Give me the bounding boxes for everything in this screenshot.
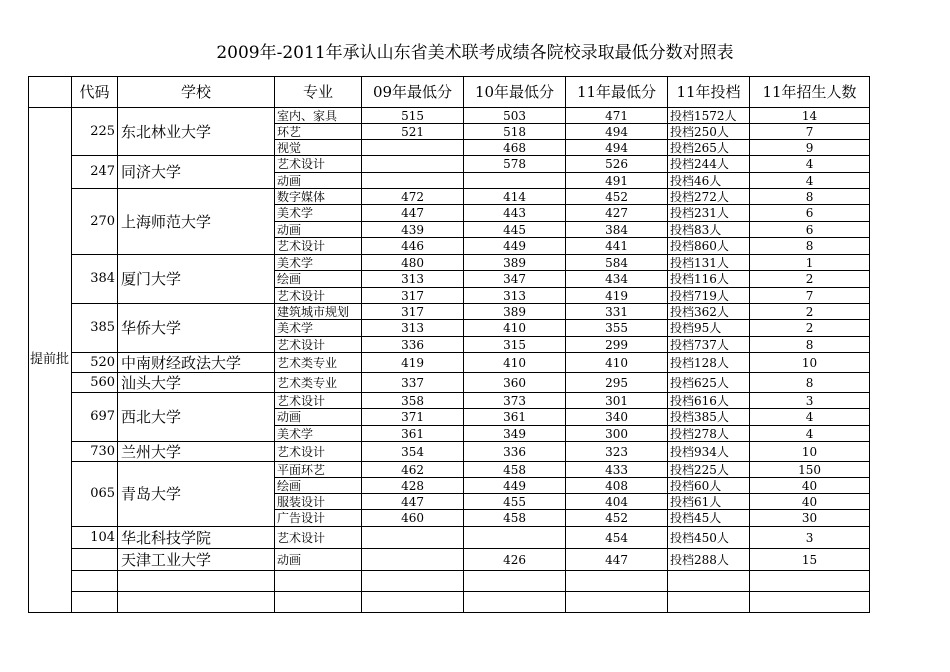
score-2009: 317 [362, 304, 464, 320]
major-cell: 艺术类专业 [275, 353, 362, 373]
school-code: 560 [72, 373, 118, 393]
empty-cell [750, 571, 870, 592]
plan-2011: 8 [750, 238, 870, 255]
score-2009 [362, 549, 464, 571]
score-2011: 491 [566, 173, 668, 189]
plan-2011: 40 [750, 494, 870, 510]
score-2010: 360 [464, 373, 566, 393]
score-2011: 301 [566, 393, 668, 409]
toudang-2011: 投档225人 [668, 462, 750, 478]
score-2010: 578 [464, 156, 566, 173]
toudang-2011: 投档128人 [668, 353, 750, 373]
major-cell: 动画 [275, 173, 362, 189]
score-2010: 443 [464, 205, 566, 222]
score-2010: 315 [464, 337, 566, 353]
plan-2011: 6 [750, 222, 870, 238]
score-2011: 434 [566, 271, 668, 288]
toudang-2011: 投档1572人 [668, 108, 750, 124]
score-2009: 371 [362, 409, 464, 426]
score-2010: 449 [464, 238, 566, 255]
page-title: 2009年-2011年承认山东省美术联考成绩各院校录取最低分数对照表 [216, 43, 734, 63]
toudang-2011: 投档83人 [668, 222, 750, 238]
empty-cell [362, 571, 464, 592]
plan-2011: 3 [750, 393, 870, 409]
major-cell: 艺术设计 [275, 238, 362, 255]
toudang-2011: 投档737人 [668, 337, 750, 353]
score-2009: 480 [362, 255, 464, 271]
table-row [29, 442, 870, 462]
plan-2011: 2 [750, 320, 870, 337]
score-2009 [362, 140, 464, 156]
header-cell: 11年最低分 [566, 77, 668, 108]
score-table [28, 76, 870, 613]
table-row [29, 304, 870, 320]
score-2011: 323 [566, 442, 668, 462]
score-2011: 295 [566, 373, 668, 393]
table-row [29, 373, 870, 393]
score-2010: 389 [464, 304, 566, 320]
toudang-2011: 投档450人 [668, 527, 750, 549]
score-2011: 584 [566, 255, 668, 271]
score-2010: 336 [464, 442, 566, 462]
empty-cell [118, 592, 275, 613]
empty-cell [750, 592, 870, 613]
score-2010: 458 [464, 462, 566, 478]
score-2011: 299 [566, 337, 668, 353]
score-2010: 449 [464, 478, 566, 494]
school-name: 汕头大学 [118, 373, 275, 393]
empty-cell [362, 592, 464, 613]
empty-row [29, 592, 870, 613]
score-2011: 408 [566, 478, 668, 494]
score-2010: 455 [464, 494, 566, 510]
school-code: 384 [72, 255, 118, 304]
empty-cell [566, 571, 668, 592]
score-2009: 521 [362, 124, 464, 140]
plan-2011: 15 [750, 549, 870, 571]
table-row [29, 353, 870, 373]
plan-2011: 150 [750, 462, 870, 478]
score-2011: 410 [566, 353, 668, 373]
school-name: 天津工业大学 [118, 549, 275, 571]
empty-cell [464, 571, 566, 592]
major-cell: 室内、家具 [275, 108, 362, 124]
major-cell: 平面环艺 [275, 462, 362, 478]
plan-2011: 14 [750, 108, 870, 124]
plan-2011: 10 [750, 353, 870, 373]
toudang-2011: 投档278人 [668, 426, 750, 442]
toudang-2011: 投档265人 [668, 140, 750, 156]
table-row [29, 255, 870, 271]
table-row [29, 527, 870, 549]
score-2009: 354 [362, 442, 464, 462]
school-name: 华北科技学院 [118, 527, 275, 549]
plan-2011: 1 [750, 255, 870, 271]
school-code: 247 [72, 156, 118, 189]
toudang-2011: 投档45人 [668, 510, 750, 527]
plan-2011: 7 [750, 124, 870, 140]
plan-2011: 4 [750, 409, 870, 426]
empty-cell [668, 592, 750, 613]
school-name: 厦门大学 [118, 255, 275, 304]
score-2009: 313 [362, 320, 464, 337]
empty-cell [275, 571, 362, 592]
header-cell: 11年招生人数 [750, 77, 870, 108]
score-2009: 361 [362, 426, 464, 442]
table-row [29, 189, 870, 205]
toudang-2011: 投档131人 [668, 255, 750, 271]
score-2009: 439 [362, 222, 464, 238]
major-cell: 艺术类专业 [275, 373, 362, 393]
score-2011: 433 [566, 462, 668, 478]
score-2010: 410 [464, 353, 566, 373]
toudang-2011: 投档46人 [668, 173, 750, 189]
major-cell: 服装设计 [275, 494, 362, 510]
plan-2011: 40 [750, 478, 870, 494]
plan-2011: 8 [750, 189, 870, 205]
empty-cell [275, 592, 362, 613]
toudang-2011: 投档625人 [668, 373, 750, 393]
empty-cell [566, 592, 668, 613]
score-2011: 355 [566, 320, 668, 337]
plan-2011: 7 [750, 288, 870, 304]
plan-2011: 4 [750, 173, 870, 189]
toudang-2011: 投档719人 [668, 288, 750, 304]
score-2009: 446 [362, 238, 464, 255]
school-name: 青岛大学 [118, 462, 275, 527]
toudang-2011: 投档60人 [668, 478, 750, 494]
major-cell: 动画 [275, 409, 362, 426]
major-cell: 美术学 [275, 255, 362, 271]
major-cell: 视觉 [275, 140, 362, 156]
score-2009: 472 [362, 189, 464, 205]
empty-cell [72, 592, 118, 613]
major-cell: 艺术设计 [275, 442, 362, 462]
school-name: 上海师范大学 [118, 189, 275, 255]
major-cell: 美术学 [275, 320, 362, 337]
table-row [29, 156, 870, 173]
toudang-2011: 投档616人 [668, 393, 750, 409]
batch-cell: 提前批 [29, 108, 72, 613]
table-row [29, 393, 870, 409]
major-cell: 艺术设计 [275, 288, 362, 304]
score-2009: 460 [362, 510, 464, 527]
plan-2011: 6 [750, 205, 870, 222]
score-2010: 503 [464, 108, 566, 124]
toudang-2011: 投档244人 [668, 156, 750, 173]
score-2009: 447 [362, 494, 464, 510]
empty-cell [72, 571, 118, 592]
school-code: 104 [72, 527, 118, 549]
score-2011: 494 [566, 140, 668, 156]
school-code: 730 [72, 442, 118, 462]
score-2011: 331 [566, 304, 668, 320]
major-cell: 环艺 [275, 124, 362, 140]
score-2010: 426 [464, 549, 566, 571]
score-2010: 373 [464, 393, 566, 409]
score-2011: 452 [566, 189, 668, 205]
score-2011: 384 [566, 222, 668, 238]
major-cell: 数字媒体 [275, 189, 362, 205]
toudang-2011: 投档231人 [668, 205, 750, 222]
header-row [29, 77, 870, 108]
header-cell: 代码 [72, 77, 118, 108]
plan-2011: 10 [750, 442, 870, 462]
score-2011: 452 [566, 510, 668, 527]
plan-2011: 4 [750, 156, 870, 173]
major-cell: 美术学 [275, 426, 362, 442]
score-2011: 454 [566, 527, 668, 549]
plan-2011: 3 [750, 527, 870, 549]
toudang-2011: 投档362人 [668, 304, 750, 320]
school-name: 西北大学 [118, 393, 275, 442]
school-code: 385 [72, 304, 118, 353]
score-2011: 526 [566, 156, 668, 173]
empty-cell [118, 571, 275, 592]
score-2009 [362, 156, 464, 173]
plan-2011: 9 [750, 140, 870, 156]
school-name: 东北林业大学 [118, 108, 275, 156]
plan-2011: 30 [750, 510, 870, 527]
score-2010: 313 [464, 288, 566, 304]
school-code: 520 [72, 353, 118, 373]
toudang-2011: 投档288人 [668, 549, 750, 571]
score-2010: 389 [464, 255, 566, 271]
score-2009: 317 [362, 288, 464, 304]
header-cell: 11年投档 [668, 77, 750, 108]
toudang-2011: 投档272人 [668, 189, 750, 205]
score-2009: 447 [362, 205, 464, 222]
school-name: 华侨大学 [118, 304, 275, 353]
major-cell: 绘画 [275, 478, 362, 494]
score-2011: 447 [566, 549, 668, 571]
school-code: 270 [72, 189, 118, 255]
score-2010 [464, 527, 566, 549]
header-cell: 10年最低分 [464, 77, 566, 108]
major-cell: 绘画 [275, 271, 362, 288]
plan-2011: 8 [750, 373, 870, 393]
plan-2011: 2 [750, 271, 870, 288]
score-2009 [362, 527, 464, 549]
table-row [29, 462, 870, 478]
empty-cell [464, 592, 566, 613]
score-2010: 349 [464, 426, 566, 442]
score-2010: 361 [464, 409, 566, 426]
major-cell: 广告设计 [275, 510, 362, 527]
header-cell [29, 77, 72, 108]
major-cell: 美术学 [275, 205, 362, 222]
major-cell: 建筑城市规划 [275, 304, 362, 320]
table-body [29, 77, 870, 613]
table-row [29, 108, 870, 124]
toudang-2011: 投档385人 [668, 409, 750, 426]
score-2009 [362, 173, 464, 189]
score-2011: 419 [566, 288, 668, 304]
score-2009: 358 [362, 393, 464, 409]
header-cell: 学校 [118, 77, 275, 108]
score-2009: 419 [362, 353, 464, 373]
plan-2011: 2 [750, 304, 870, 320]
score-2010: 414 [464, 189, 566, 205]
major-cell: 艺术设计 [275, 393, 362, 409]
major-cell: 艺术设计 [275, 337, 362, 353]
score-2010: 410 [464, 320, 566, 337]
score-2009: 462 [362, 462, 464, 478]
school-code: 065 [72, 462, 118, 527]
school-name: 中南财经政法大学 [118, 353, 275, 373]
empty-row [29, 571, 870, 592]
score-2011: 427 [566, 205, 668, 222]
score-2011: 340 [566, 409, 668, 426]
score-2011: 404 [566, 494, 668, 510]
score-2010: 458 [464, 510, 566, 527]
score-2009: 515 [362, 108, 464, 124]
score-2010: 518 [464, 124, 566, 140]
major-cell: 艺术设计 [275, 156, 362, 173]
table-row [29, 549, 870, 571]
score-2009: 313 [362, 271, 464, 288]
school-code: 697 [72, 393, 118, 442]
empty-cell [668, 571, 750, 592]
score-2009: 336 [362, 337, 464, 353]
toudang-2011: 投档250人 [668, 124, 750, 140]
plan-2011: 8 [750, 337, 870, 353]
score-2010: 468 [464, 140, 566, 156]
score-2011: 441 [566, 238, 668, 255]
school-name: 同济大学 [118, 156, 275, 189]
score-2010: 347 [464, 271, 566, 288]
toudang-2011: 投档61人 [668, 494, 750, 510]
toudang-2011: 投档116人 [668, 271, 750, 288]
score-2009: 337 [362, 373, 464, 393]
score-2011: 300 [566, 426, 668, 442]
major-cell: 艺术设计 [275, 527, 362, 549]
score-2010 [464, 173, 566, 189]
toudang-2011: 投档860人 [668, 238, 750, 255]
school-name: 兰州大学 [118, 442, 275, 462]
school-code: 225 [72, 108, 118, 156]
header-cell: 专业 [275, 77, 362, 108]
score-2011: 471 [566, 108, 668, 124]
toudang-2011: 投档95人 [668, 320, 750, 337]
toudang-2011: 投档934人 [668, 442, 750, 462]
score-2011: 494 [566, 124, 668, 140]
major-cell: 动画 [275, 549, 362, 571]
plan-2011: 4 [750, 426, 870, 442]
school-code [72, 549, 118, 571]
header-cell: 09年最低分 [362, 77, 464, 108]
score-2010: 445 [464, 222, 566, 238]
major-cell: 动画 [275, 222, 362, 238]
score-2009: 428 [362, 478, 464, 494]
